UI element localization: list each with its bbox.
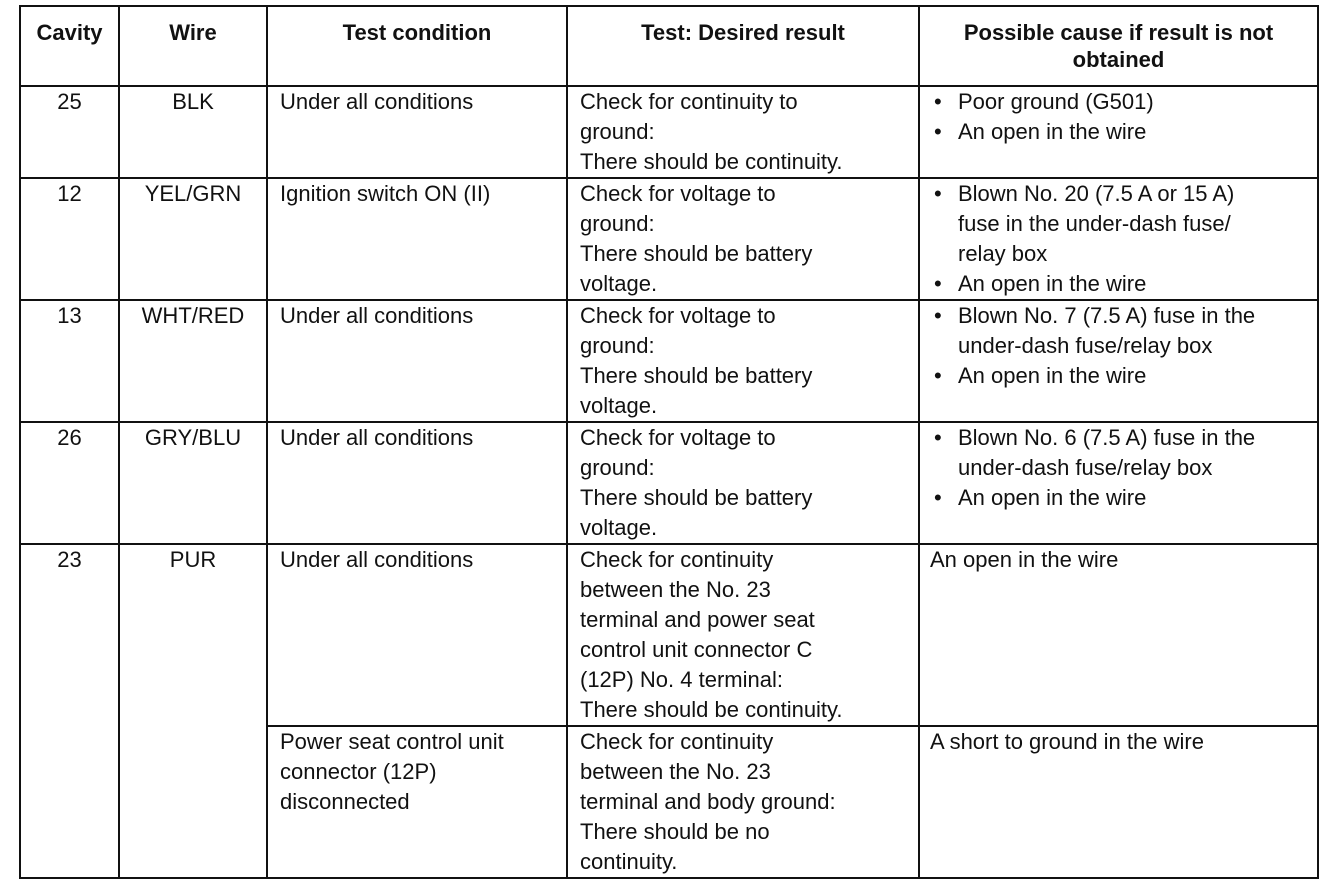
result-line: control unit connector C <box>580 637 813 662</box>
wire-cell: YEL/GRN <box>119 178 267 300</box>
cause-line: An open in the wire <box>958 485 1147 510</box>
cause-bullet-item <box>932 423 1309 483</box>
result-cell <box>567 544 919 726</box>
condition-cell <box>267 544 567 726</box>
result-line: There should be no <box>580 819 770 844</box>
table-row <box>20 544 1318 726</box>
wiring-test-table <box>19 5 1319 879</box>
cause-line: An open in the wire <box>958 119 1147 144</box>
header-possible-cause <box>919 6 1318 86</box>
result-line: Check for voltage to <box>580 181 776 206</box>
cavity-cell: 12 <box>20 178 119 300</box>
bullet-icon: • <box>934 485 942 510</box>
result-line: ground: <box>580 455 655 480</box>
result-line: ground: <box>580 333 655 358</box>
bullet-icon: • <box>934 271 942 296</box>
bullet-icon: • <box>934 119 942 144</box>
result-line: There should be continuity. <box>580 149 843 174</box>
bullet-icon: • <box>934 89 942 114</box>
cause-line: relay box <box>958 241 1048 266</box>
result-line: There should be battery <box>580 485 813 510</box>
condition-line: disconnected <box>280 789 410 814</box>
condition-line: connector (12P) <box>280 759 437 784</box>
condition-cell <box>267 422 567 544</box>
bullet-icon: • <box>934 425 942 450</box>
result-line: Check for continuity to <box>580 89 798 114</box>
wire-cell: WHT/RED <box>119 300 267 422</box>
result-line: between the No. 23 <box>580 759 771 784</box>
result-line: There should be battery <box>580 363 813 388</box>
result-line: There should be battery <box>580 241 813 266</box>
cause-bullet-item <box>932 117 1309 147</box>
result-line: ground: <box>580 119 655 144</box>
header-cavity: Cavity <box>20 6 119 86</box>
table-row <box>20 300 1318 422</box>
cause-line: under-dash fuse/relay box <box>958 455 1213 480</box>
cause-line: An open in the wire <box>930 547 1119 572</box>
result-line: Check for continuity <box>580 547 774 572</box>
cause-cell <box>919 300 1318 422</box>
table-row <box>20 422 1318 544</box>
result-cell <box>567 178 919 300</box>
wire-cell: BLK <box>119 86 267 178</box>
cause-line: Blown No. 20 (7.5 A or 15 A) <box>958 181 1235 206</box>
cause-bullet-item <box>932 301 1309 361</box>
condition-cell <box>267 726 567 878</box>
result-line: voltage. <box>580 393 658 418</box>
result-cell <box>567 86 919 178</box>
result-line: ground: <box>580 211 655 236</box>
result-cell <box>567 726 919 878</box>
cause-cell <box>919 726 1318 878</box>
cause-bullet-item <box>932 269 1309 299</box>
result-line: terminal and body ground: <box>580 789 836 814</box>
cavity-cell: 23 <box>20 544 119 878</box>
header-possible-cause-line: obtained <box>1072 47 1165 72</box>
result-line: between the No. 23 <box>580 577 771 602</box>
condition-line: Under all conditions <box>280 425 474 450</box>
result-cell <box>567 422 919 544</box>
cause-line: An open in the wire <box>958 271 1147 296</box>
bullet-icon: • <box>934 303 942 328</box>
result-line: Check for voltage to <box>580 303 776 328</box>
cause-bullet-item <box>932 87 1309 117</box>
result-cell <box>567 300 919 422</box>
condition-line: Ignition switch ON (II) <box>280 181 491 206</box>
cause-bullet-item <box>932 361 1309 391</box>
cause-cell <box>919 544 1318 726</box>
header-desired-result: Test: Desired result <box>567 6 919 86</box>
result-line: terminal and power seat <box>580 607 815 632</box>
condition-line: Under all conditions <box>280 89 474 114</box>
cause-line: under-dash fuse/relay box <box>958 333 1213 358</box>
cause-line: Blown No. 7 (7.5 A) fuse in the <box>958 303 1256 328</box>
result-line: (12P) No. 4 terminal: <box>580 667 783 692</box>
cause-line: A short to ground in the wire <box>930 729 1204 754</box>
header-possible-cause-line: Possible cause if result is not <box>963 20 1274 45</box>
condition-line: Under all conditions <box>280 547 474 572</box>
cause-cell <box>919 86 1318 178</box>
header-wire: Wire <box>119 6 267 86</box>
cause-line: Poor ground (G501) <box>958 89 1154 114</box>
table-row <box>20 86 1318 178</box>
header-row <box>20 6 1318 86</box>
cause-line: fuse in the under-dash fuse/ <box>958 211 1231 236</box>
condition-cell <box>267 178 567 300</box>
cause-line: Blown No. 6 (7.5 A) fuse in the <box>958 425 1256 450</box>
condition-line: Power seat control unit <box>280 729 504 754</box>
result-line: Check for continuity <box>580 729 774 754</box>
bullet-icon: • <box>934 181 942 206</box>
header-test-condition: Test condition <box>267 6 567 86</box>
cause-bullet-item <box>932 179 1309 269</box>
cause-bullet-item <box>932 483 1309 513</box>
result-line: Check for voltage to <box>580 425 776 450</box>
result-line: continuity. <box>580 849 678 874</box>
cause-cell <box>919 422 1318 544</box>
cavity-cell: 26 <box>20 422 119 544</box>
cause-line: An open in the wire <box>958 363 1147 388</box>
cause-cell <box>919 178 1318 300</box>
wire-cell: PUR <box>119 544 267 878</box>
condition-cell <box>267 300 567 422</box>
result-line: There should be continuity. <box>580 697 843 722</box>
condition-cell <box>267 86 567 178</box>
wire-cell: GRY/BLU <box>119 422 267 544</box>
bullet-icon: • <box>934 363 942 388</box>
condition-line: Under all conditions <box>280 303 474 328</box>
result-line: voltage. <box>580 515 658 540</box>
result-line: voltage. <box>580 271 658 296</box>
cavity-cell: 25 <box>20 86 119 178</box>
cavity-cell: 13 <box>20 300 119 422</box>
table-row <box>20 178 1318 300</box>
